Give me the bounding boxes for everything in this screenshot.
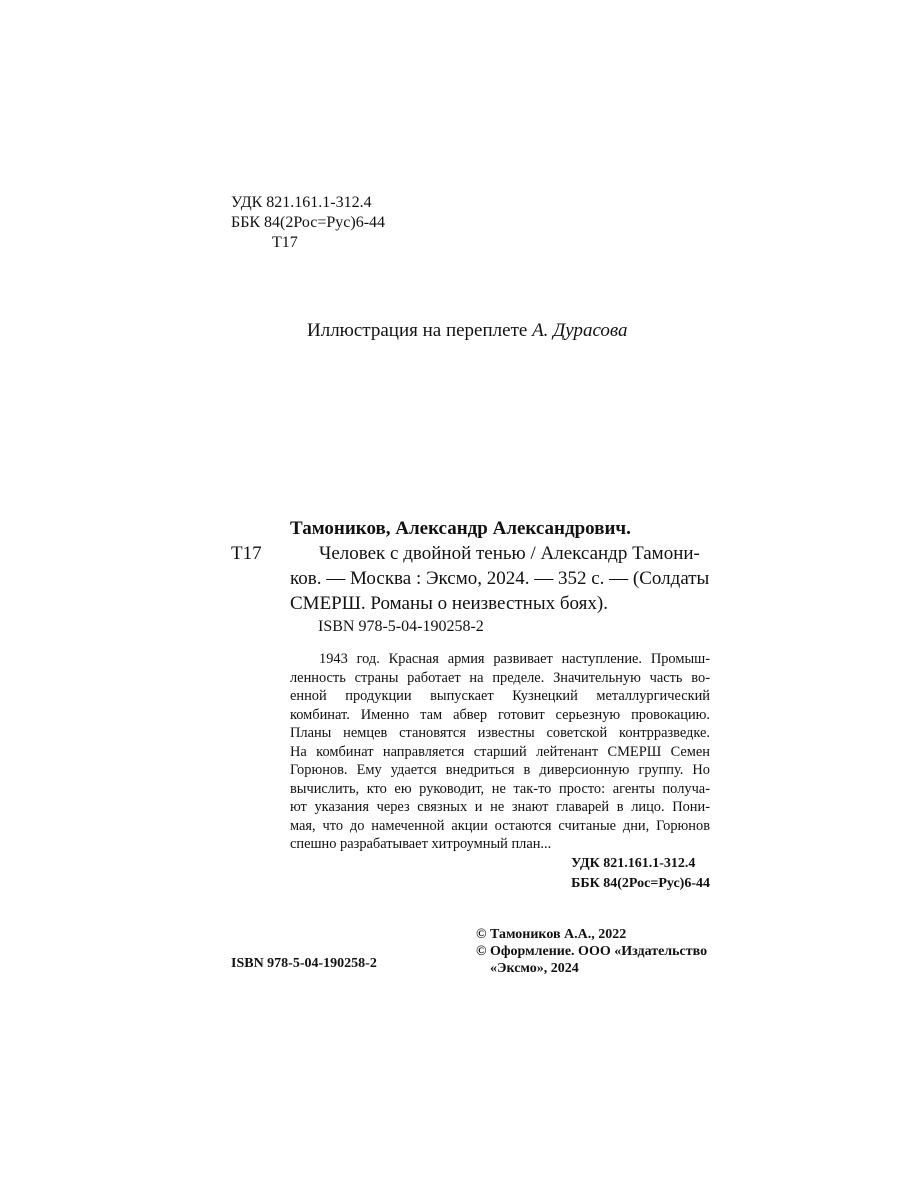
annotation-line: спешно разрабатывает хитроумный план... <box>290 836 552 852</box>
annotation-line: енной продукции выпускает Кузнецкий металлургический <box>290 688 710 704</box>
bottom-isbn: ISBN 978-5-04-190258-2 <box>231 956 377 971</box>
annotation-line: ленность страны работает на пределе. Значительную часть во- <box>290 669 710 686</box>
illustration-credit <box>307 318 628 344</box>
top-classification-codes <box>231 193 385 253</box>
illustration-prefix: Иллюстрация на переплете <box>307 320 528 341</box>
annotation-line: мая, что до намеченной акции остаются считаные дни, Горюнов <box>290 817 710 834</box>
biblio-line: ков. — Москва : Эксмо, 2024. — 352 с. — (Солдаты <box>290 568 710 589</box>
top-bbk: ББК 84(2Рос=Рус)6-44 <box>231 214 386 231</box>
entry-isbn: ISBN 978-5-04-190258-2 <box>318 618 484 635</box>
author-heading: Тамоников, Александр Александрович. <box>290 518 631 539</box>
entry-author-sign: Т17 <box>231 543 262 564</box>
annotation-line: На комбинат направляется старший лейтенант СМЕРШ Семен <box>290 743 710 760</box>
annotation-line: Планы немцев становятся известны советской контрразведке. <box>290 725 710 741</box>
illustration-artist: А. Дурасова <box>532 320 628 341</box>
annotation-line: вычислить, кто ею руководит, не так-то просто: агенты получа- <box>290 780 710 797</box>
biblio-line: СМЕРШ. Романы о неизвестных боях). <box>290 593 608 614</box>
top-udk: УДК 821.161.1-312.4 <box>231 194 372 211</box>
annotation-line: 1943 год. Красная армия развивает наступление. Промыш- <box>319 651 710 667</box>
annotation-line: ют указания через связных и не знают главарей в лицо. Пони- <box>290 799 710 815</box>
bottom-bbk: ББК 84(2Рос=Рус)6-44 <box>571 876 710 891</box>
bibliographic-description <box>290 541 720 616</box>
top-author-sign: Т17 <box>272 234 298 251</box>
copyright-author: © Тамоников А.А., 2022 <box>476 927 627 942</box>
annotation-line: Горюнов. Ему удается внедриться в диверсионную группу. Но <box>290 762 710 778</box>
copyright-design-cont: «Эксмо», 2024 <box>490 961 579 976</box>
bottom-classification-codes <box>571 854 710 894</box>
annotation <box>290 650 710 854</box>
biblio-line: Человек с двойной тенью / Александр Тамони- <box>319 543 700 564</box>
annotation-line: комбинат. Именно там абвер готовит серьезную провокацию. <box>290 706 710 723</box>
bottom-udk: УДК 821.161.1-312.4 <box>571 856 696 871</box>
copyright-block <box>476 926 707 977</box>
copyright-design: © Оформление. ООО «Издательство <box>476 944 708 959</box>
